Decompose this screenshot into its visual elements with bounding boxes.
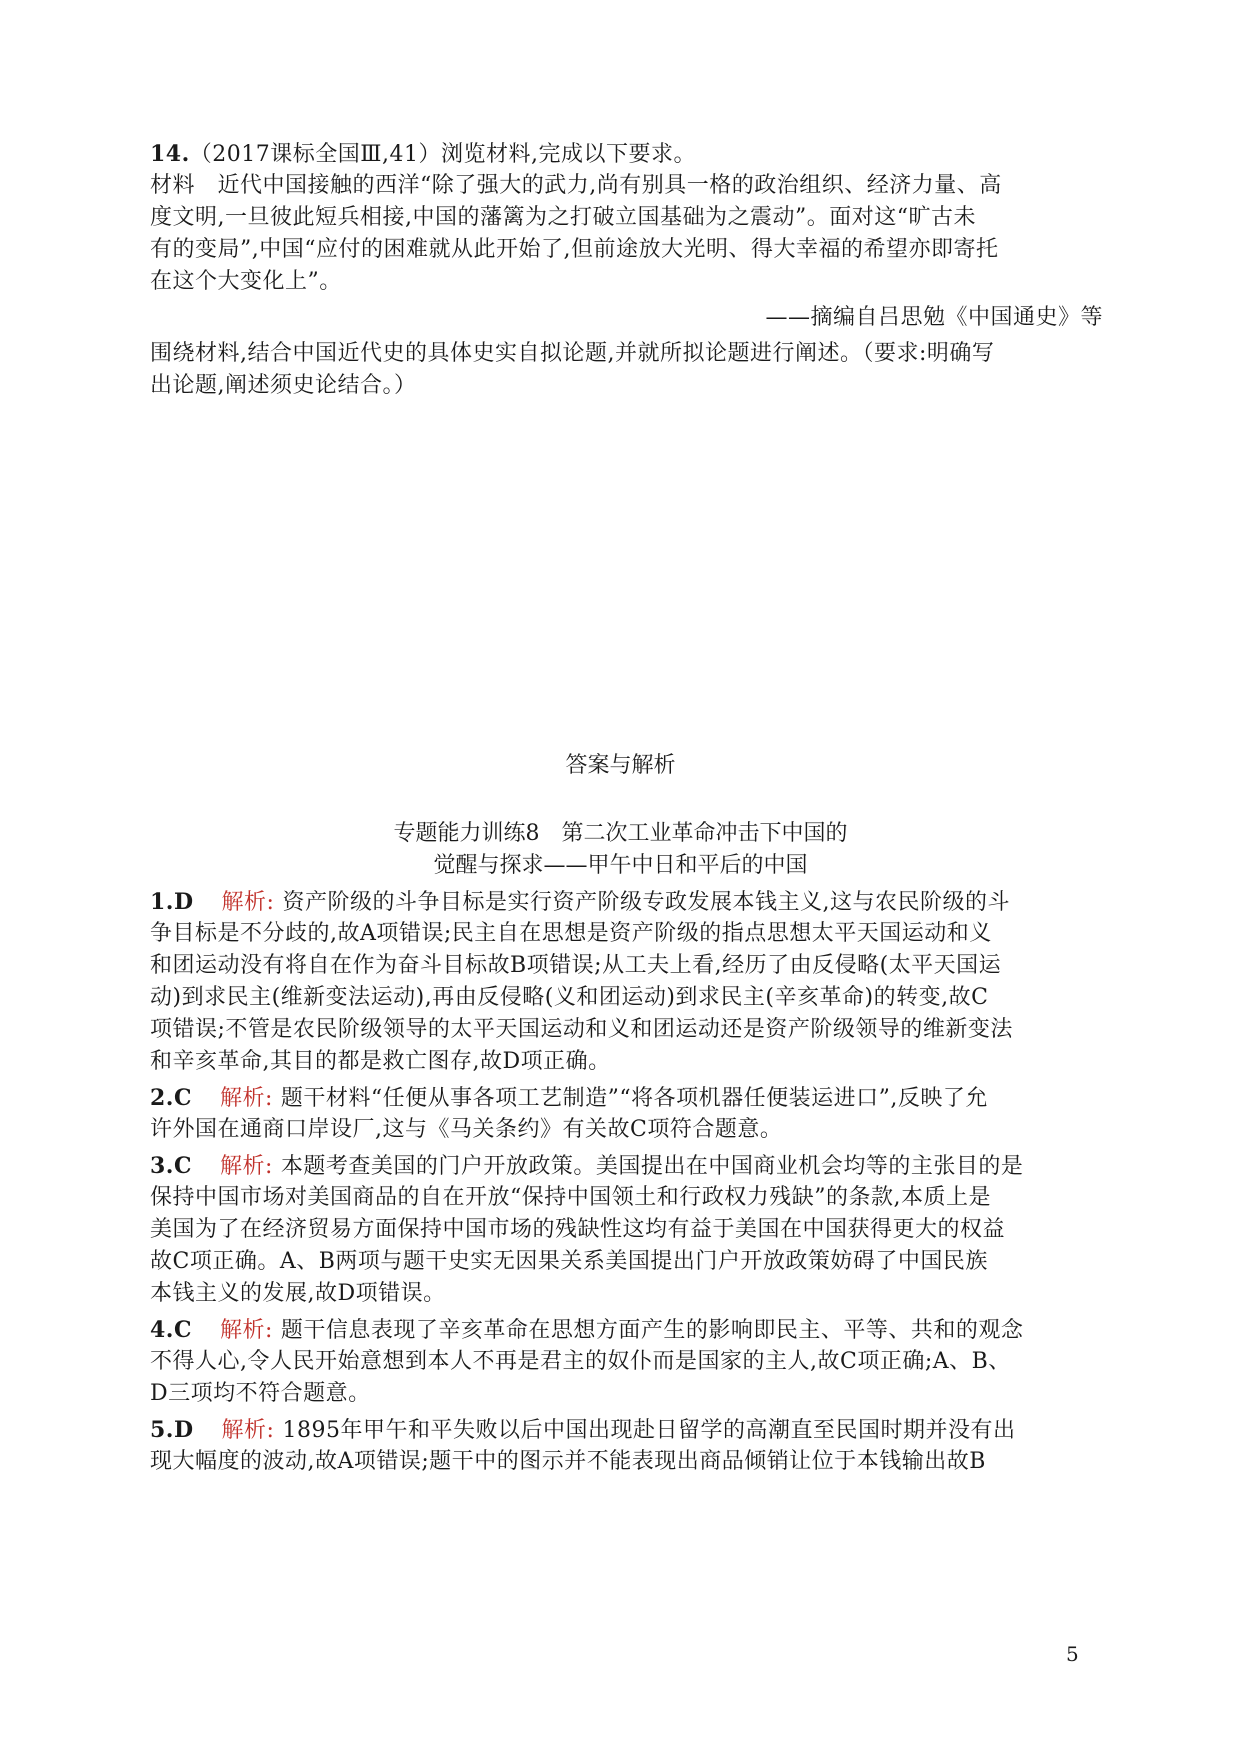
answer-2-line-2: 许外国在通商口岸设厂,这与《马关条约》有关故C项符合题意。 bbox=[150, 1117, 783, 1142]
analysis-label: 解析: bbox=[219, 1086, 273, 1111]
answer-item-5 bbox=[150, 1414, 1015, 1447]
material-line-2: 度文明,一旦彼此短兵相接,中国的藩篱为之打破立国基础为之震动”。面对这“旷古未 bbox=[150, 205, 976, 230]
answer-choice: C bbox=[173, 1153, 192, 1179]
answer-3-line-4: 故C项正确。A、B两项与题干史实无因果关系美国提出门户开放政策妨碍了中国民族 bbox=[150, 1249, 988, 1274]
answer-choice: D bbox=[173, 889, 194, 915]
answer-text: 题干信息表现了辛亥革命在思想方面产生的影响即民主、平等、共和的观念 bbox=[280, 1318, 1024, 1343]
material-line-4: 在这个大变化上”。 bbox=[150, 269, 342, 294]
answer-text: 1895年甲午和平失败以后中国出现赴日留学的高潮直至民国时期并没有出 bbox=[282, 1418, 1016, 1443]
answer-3-line-5: 本钱主义的发展,故D项错误。 bbox=[150, 1281, 446, 1306]
analysis-label: 解析: bbox=[219, 1318, 273, 1343]
answers-section-title: 答案与解析 bbox=[565, 753, 676, 778]
answer-1-line-4: 动)到求民主(维新变法运动),再由反侵略(义和团运动)到求民主(辛亥革命)的转变,故C bbox=[150, 985, 989, 1010]
answer-choice: C bbox=[173, 1317, 192, 1343]
answer-item-2 bbox=[150, 1082, 988, 1115]
answer-number: 1. bbox=[150, 889, 174, 915]
answer-item-4 bbox=[150, 1314, 1023, 1347]
analysis-label: 解析: bbox=[221, 890, 275, 915]
analysis-label: 解析: bbox=[219, 1154, 273, 1179]
answer-1-line-3: 和团运动没有将自在作为奋斗目标故B项错误;从工夫上看,经历了由反侵略(太平天国运 bbox=[150, 953, 1002, 978]
answer-number: 4. bbox=[150, 1317, 174, 1343]
question-number: 14. bbox=[150, 141, 190, 167]
answer-item-3 bbox=[150, 1150, 1023, 1183]
answer-1-line-5: 项错误;不管是农民阶级领导的太平天国运动和义和团运动还是资产阶级领导的维新变法 bbox=[150, 1017, 1013, 1042]
answer-5-line-2: 现大幅度的波动,故A项错误;题干中的图示并不能表现出商品倾销让位于本钱输出故B bbox=[150, 1449, 986, 1474]
answer-number: 2. bbox=[150, 1085, 174, 1111]
material-line-1: 材料 近代中国接触的西洋“除了强大的武力,尚有别具一格的政治组织、经济力量、高 bbox=[150, 173, 1002, 198]
material-line-3: 有的变局”,中国“应付的困难就从此开始了,但前途放大光明、得大幸福的希望亦即寄托 bbox=[150, 237, 999, 262]
answer-text: 资产阶级的斗争目标是实行资产阶级专政发展本钱主义,这与农民阶级的斗 bbox=[282, 890, 1010, 915]
answer-choice: C bbox=[173, 1085, 192, 1111]
answer-text: 题干材料“任便从事各项工艺制造”“将各项机器任便装运进口”,反映了允 bbox=[280, 1086, 988, 1111]
analysis-label: 解析: bbox=[221, 1418, 275, 1443]
material-source: ——摘编自吕思勉《中国通史》等 bbox=[765, 305, 1103, 330]
question-prompt: （2017课标全国Ⅲ,41）浏览材料,完成以下要求。 bbox=[189, 142, 696, 167]
answer-text: 本题考查美国的门户开放政策。美国提出在中国商业机会均等的主张目的是 bbox=[280, 1154, 1024, 1179]
answer-4-line-2: 不得人心,令人民开始意想到本人不再是君主的奴仆而是国家的主人,故C项正确;A、B、 bbox=[150, 1349, 1011, 1374]
answer-1-line-2: 争目标是不分歧的,故A项错误;民主自在思想是资产阶级的指点思想太平天国运动和义 bbox=[150, 921, 992, 946]
answer-number: 5. bbox=[150, 1417, 174, 1443]
task-line-2: 出论题,阐述须史论结合。） bbox=[150, 373, 417, 398]
answer-number: 3. bbox=[150, 1153, 174, 1179]
answer-item-1 bbox=[150, 886, 1010, 919]
answer-4-line-3: D三项均不符合题意。 bbox=[150, 1381, 371, 1406]
task-line-1: 围绕材料,结合中国近代史的具体史实自拟论题,并就所拟论题进行阐述。（要求:明确写 bbox=[150, 341, 995, 366]
answer-3-line-2: 保持中国市场对美国商品的自在开放“保持中国领土和行政权力残缺”的条款,本质上是 bbox=[150, 1185, 991, 1210]
page-number: 5 bbox=[1066, 1642, 1079, 1666]
answers-subtitle-line-1: 专题能力训练8 第二次工业革命冲击下中国的 bbox=[393, 821, 848, 846]
answers-subtitle-line-2: 觉醒与探求——甲午中日和平后的中国 bbox=[433, 853, 808, 878]
question-14-header bbox=[150, 138, 696, 171]
answer-3-line-3: 美国为了在经济贸易方面保持中国市场的残缺性这均有益于美国在中国获得更大的权益 bbox=[150, 1217, 1006, 1242]
answer-1-line-6: 和辛亥革命,其目的都是救亡图存,故D项正确。 bbox=[150, 1049, 611, 1074]
answer-choice: D bbox=[173, 1417, 194, 1443]
